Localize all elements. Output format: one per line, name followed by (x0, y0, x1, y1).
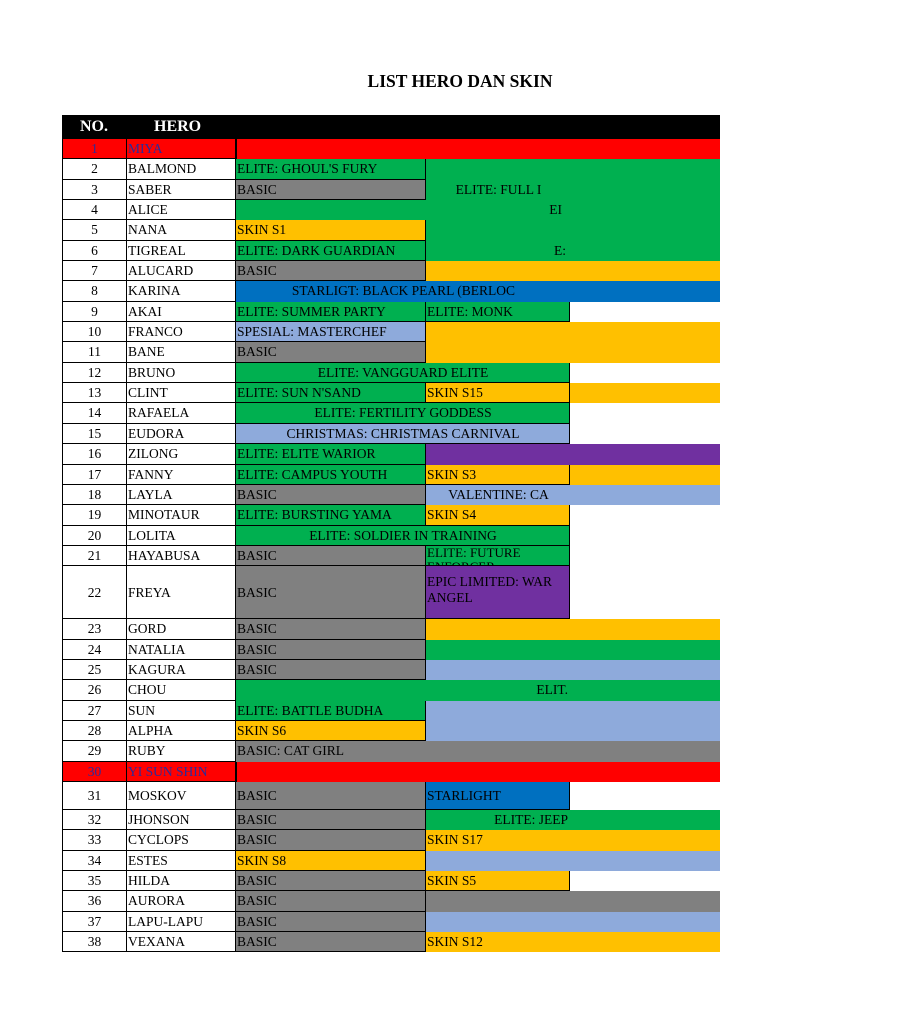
skin-fill (426, 721, 720, 741)
hero-name: CYCLOPS (127, 830, 236, 850)
row-number: 16 (62, 444, 127, 464)
table-row (62, 810, 720, 830)
skin-2: ELITE: FULL I (426, 180, 570, 200)
skin-fill (426, 701, 720, 721)
row-number: 11 (62, 342, 127, 362)
table-row (62, 302, 720, 322)
skin-fill (570, 830, 720, 850)
table-row (62, 912, 720, 932)
table-row (62, 220, 720, 240)
skin-1: ELITE: SUMMER PARTY (236, 302, 426, 322)
row-number: 5 (62, 220, 127, 240)
row-number: 18 (62, 485, 127, 505)
table-row (62, 721, 720, 741)
row-number: 22 (62, 566, 127, 619)
hero-name: CHOU (127, 680, 236, 700)
row-number: 32 (62, 810, 127, 830)
row-number: 25 (62, 660, 127, 680)
skin-1: BASIC (236, 261, 426, 281)
row-number: 20 (62, 526, 127, 546)
skin-fill (570, 741, 720, 761)
skin-2: SKIN S15 (426, 383, 570, 403)
table-row (62, 871, 720, 891)
hero-name: BALMOND (127, 159, 236, 179)
hero-name: KARINA (127, 281, 236, 301)
skin-1: ELITE: BURSTING YAMA (236, 505, 426, 525)
skin-1: ELITE: FERTILITY GODDESS (236, 403, 570, 423)
row-number: 14 (62, 403, 127, 423)
table-row (62, 505, 720, 525)
row-number: 21 (62, 546, 127, 566)
skin-1: BASIC (236, 640, 426, 660)
skin-1: BASIC (236, 782, 426, 810)
skin-2: EPIC LIMITED: WAR ANGEL (426, 566, 570, 619)
skin-fill (426, 912, 720, 932)
skin-fill (426, 159, 720, 179)
skin-1: EI (236, 200, 570, 220)
table-row (62, 281, 720, 301)
table-row (62, 485, 720, 505)
hero-name: ALICE (127, 200, 236, 220)
skin-1: ELITE: SOLDIER IN TRAINING (236, 526, 570, 546)
table-row (62, 465, 720, 485)
skin-1: BASIC (236, 871, 426, 891)
table-row (62, 680, 720, 700)
skin-2: E: (426, 241, 570, 261)
skin-fill (426, 851, 720, 871)
table-row (62, 782, 720, 810)
skin-2: SKIN S4 (426, 505, 570, 525)
skin-2: SKIN S12 (426, 932, 570, 952)
hero-name: KAGURA (127, 660, 236, 680)
skin-1: BASIC (236, 485, 426, 505)
skin-2: SKIN S3 (426, 465, 570, 485)
hero-name: MIYA (127, 139, 236, 159)
hero-name: RUBY (127, 741, 236, 761)
hero-name: ZILONG (127, 444, 236, 464)
hero-name: HAYABUSA (127, 546, 236, 566)
table-row (62, 403, 720, 423)
skin-band (236, 762, 720, 782)
skin-1: ELITE: DARK GUARDIAN (236, 241, 426, 261)
row-number: 27 (62, 701, 127, 721)
table-header (62, 115, 720, 139)
skin-1: BASIC: CAT GIRL (236, 741, 570, 761)
table-row (62, 762, 720, 782)
skin-fill (426, 322, 720, 342)
row-number: 37 (62, 912, 127, 932)
table-row (62, 741, 720, 761)
table-row (62, 546, 720, 566)
skin-2: SKIN S17 (426, 830, 570, 850)
table-row (62, 891, 720, 911)
skin-fill (426, 342, 720, 362)
skin-1: SKIN S8 (236, 851, 426, 871)
row-number: 4 (62, 200, 127, 220)
skin-1: STARLIGT: BLACK PEARL (BERLOC (236, 281, 570, 301)
skin-1: SKIN S1 (236, 220, 426, 240)
skin-fill (570, 932, 720, 952)
skin-fill (426, 261, 720, 281)
row-number: 12 (62, 363, 127, 383)
hero-name: BANE (127, 342, 236, 362)
skin-band (236, 139, 720, 159)
hero-name: TIGREAL (127, 241, 236, 261)
row-number: 24 (62, 640, 127, 660)
skin-fill (426, 619, 720, 639)
skin-fill (570, 485, 720, 505)
row-number: 35 (62, 871, 127, 891)
table-row (62, 424, 720, 444)
row-number: 10 (62, 322, 127, 342)
skin-1: SKIN S6 (236, 721, 426, 741)
row-number: 38 (62, 932, 127, 952)
table-row (62, 342, 720, 362)
row-number: 23 (62, 619, 127, 639)
skin-1: ELITE: GHOUL'S FURY (236, 159, 426, 179)
column-header-hero: HERO (154, 118, 202, 135)
hero-name: JHONSON (127, 810, 236, 830)
row-number: 26 (62, 680, 127, 700)
skin-1: ELITE: CAMPUS YOUTH (236, 465, 426, 485)
table-row (62, 640, 720, 660)
skin-fill (570, 180, 720, 200)
skin-fill (426, 660, 720, 680)
skin-2: SKIN S5 (426, 871, 570, 891)
table-body (62, 139, 720, 952)
hero-name: SUN (127, 701, 236, 721)
hero-name: NANA (127, 220, 236, 240)
table-row (62, 619, 720, 639)
hero-name: EUDORA (127, 424, 236, 444)
skin-2: ELITE: JEEP (426, 810, 570, 830)
table-row (62, 830, 720, 850)
hero-name: FANNY (127, 465, 236, 485)
skin-1: BASIC (236, 546, 426, 566)
skin-1: BASIC (236, 660, 426, 680)
skin-1: ELITE: SUN N'SAND (236, 383, 426, 403)
hero-name: HILDA (127, 871, 236, 891)
hero-name: MOSKOV (127, 782, 236, 810)
table-row (62, 932, 720, 952)
row-number: 1 (62, 139, 127, 159)
skin-fill (426, 444, 720, 464)
skin-fill (570, 383, 720, 403)
row-number: 34 (62, 851, 127, 871)
row-number: 13 (62, 383, 127, 403)
table-row (62, 200, 720, 220)
table-row (62, 322, 720, 342)
table-row (62, 851, 720, 871)
table-row (62, 383, 720, 403)
table-row (62, 241, 720, 261)
skin-fill (570, 281, 720, 301)
row-number: 6 (62, 241, 127, 261)
hero-name: RAFAELA (127, 403, 236, 423)
skin-1: BASIC (236, 830, 426, 850)
hero-name: AKAI (127, 302, 236, 322)
skin-fill (426, 891, 720, 911)
skin-fill (570, 200, 720, 220)
hero-name: LAPU-LAPU (127, 912, 236, 932)
row-number: 28 (62, 721, 127, 741)
hero-name: ALPHA (127, 721, 236, 741)
hero-name: NATALIA (127, 640, 236, 660)
row-number: 2 (62, 159, 127, 179)
column-header-no: NO. (80, 118, 108, 135)
table-row (62, 566, 720, 619)
skin-1: BASIC (236, 810, 426, 830)
hero-name: VEXANA (127, 932, 236, 952)
table-row (62, 139, 720, 159)
row-number: 30 (62, 762, 127, 782)
hero-name: BRUNO (127, 363, 236, 383)
table-row (62, 180, 720, 200)
row-number: 3 (62, 180, 127, 200)
row-number: 9 (62, 302, 127, 322)
table-row (62, 526, 720, 546)
row-number: 31 (62, 782, 127, 810)
skin-1: BASIC (236, 891, 426, 911)
skin-fill (570, 465, 720, 485)
skin-1: BASIC (236, 912, 426, 932)
skin-2: ELITE: MONK (426, 302, 570, 322)
skin-1: CHRISTMAS: CHRISTMAS CARNIVAL (236, 424, 570, 444)
row-number: 29 (62, 741, 127, 761)
hero-name: ALUCARD (127, 261, 236, 281)
skin-1: ELITE: ELITE WARIOR (236, 444, 426, 464)
hero-name: MINOTAUR (127, 505, 236, 525)
page-title: LIST HERO DAN SKIN (367, 71, 553, 91)
skin-1: BASIC (236, 932, 426, 952)
skin-fill (426, 640, 720, 660)
skin-1: BASIC (236, 619, 426, 639)
skin-2: VALENTINE: CA (426, 485, 570, 505)
skin-1: BASIC (236, 566, 426, 619)
row-number: 17 (62, 465, 127, 485)
row-number: 7 (62, 261, 127, 281)
skin-fill (570, 680, 720, 700)
row-number: 15 (62, 424, 127, 444)
row-number: 8 (62, 281, 127, 301)
skin-fill (570, 241, 720, 261)
table-row (62, 444, 720, 464)
table-row (62, 159, 720, 179)
skin-1: BASIC (236, 342, 426, 362)
hero-name: AURORA (127, 891, 236, 911)
hero-name: FRANCO (127, 322, 236, 342)
skin-1: ELITE: BATTLE BUDHA (236, 701, 426, 721)
hero-name: ESTES (127, 851, 236, 871)
hero-name: LOLITA (127, 526, 236, 546)
table-row (62, 261, 720, 281)
row-number: 19 (62, 505, 127, 525)
skin-1: BASIC (236, 180, 426, 200)
hero-name: YI SUN SHIN (127, 762, 236, 782)
row-number: 36 (62, 891, 127, 911)
skin-1: SPESIAL: MASTERCHEF (236, 322, 426, 342)
skin-1: ELIT. (236, 680, 570, 700)
skin-fill (570, 810, 720, 830)
hero-name: LAYLA (127, 485, 236, 505)
hero-name: CLINT (127, 383, 236, 403)
skin-2: ELITE: FUTURE (426, 546, 570, 566)
skin-fill (426, 220, 720, 240)
skin-2: STARLIGHT (426, 782, 570, 810)
table-row (62, 701, 720, 721)
table-row (62, 660, 720, 680)
skin-1: ELITE: VANGGUARD ELITE (236, 363, 570, 383)
hero-name: SABER (127, 180, 236, 200)
table-row (62, 363, 720, 383)
row-number: 33 (62, 830, 127, 850)
hero-name: GORD (127, 619, 236, 639)
hero-name: FREYA (127, 566, 236, 619)
hero-skin-table (62, 115, 720, 952)
